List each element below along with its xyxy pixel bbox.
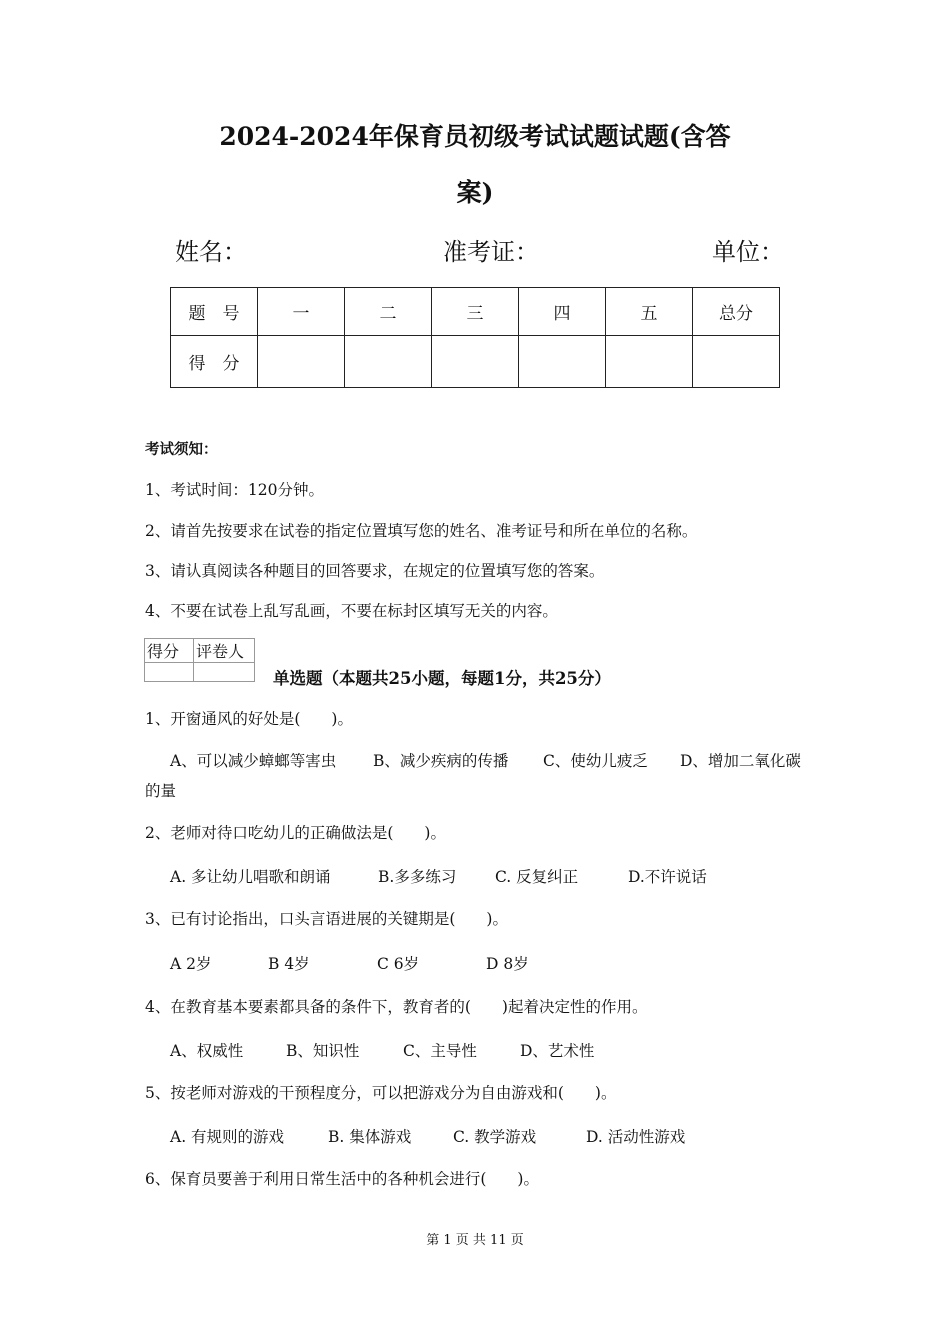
option[interactable]: B 4岁 [268,955,310,973]
score-input-cell[interactable] [432,336,519,388]
score-input-cell[interactable] [519,336,606,388]
question-options [170,1039,594,1061]
score-header-cell: 四 [519,288,606,336]
notice-item: 3、请认真阅读各种题目的回答要求，在规定的位置填写您的答案。 [145,562,605,580]
unit-field-label: 单位： [712,238,784,266]
option[interactable]: A. 有规则的游戏 [170,1128,285,1146]
option[interactable]: C. 反复纠正 [495,868,579,886]
option[interactable]: B、减少疾病的传播 [373,752,509,770]
question-options [170,749,801,771]
page-footer: 第 1 页 共 11 页 [426,1233,524,1248]
option[interactable]: D. 活动性游戏 [586,1128,686,1146]
question-options [170,865,707,887]
score-row-label: 得 分 [171,336,258,388]
notice-item: 1、考试时间：120分钟。 [145,481,324,499]
score-header-cell: 题 号 [171,288,258,336]
option[interactable]: A 2岁 [170,955,212,973]
notice-item: 2、请首先按要求在试卷的指定位置填写您的姓名、准考证号和所在单位的名称。 [145,522,698,540]
grader-score-label: 得分 [145,639,194,663]
question-stem: 3、已有讨论指出，口头言语进展的关键期是( )。 [145,910,508,928]
option[interactable]: C 6岁 [377,955,420,973]
option[interactable]: A、权威性 [170,1042,244,1060]
option[interactable]: D、增加二氧化碳 [680,752,801,770]
candidate-fields [175,232,785,266]
score-header-cell: 三 [432,288,519,336]
score-header-cell: 总分 [693,288,780,336]
option[interactable]: D、艺术性 [520,1042,595,1060]
question-stem: 2、老师对待口吃幼儿的正确做法是( )。 [145,824,446,842]
score-table-header-row [171,288,780,336]
exam-id-field-label: 准考证： [443,238,539,266]
option[interactable]: A、可以减少蟑螂等害虫 [170,752,337,770]
notice-item: 4、不要在试卷上乱写乱画，不要在标封区填写无关的内容。 [145,602,558,620]
option[interactable]: D 8岁 [486,955,529,973]
score-input-cell[interactable] [693,336,780,388]
option[interactable]: C、主导性 [403,1042,477,1060]
option[interactable]: B. 集体游戏 [328,1128,412,1146]
section-title: 单选题（本题共25小题，每题1分，共25分） [273,669,611,688]
score-table-score-row [171,336,780,388]
grader-reviewer-cell[interactable] [194,663,255,682]
notice-heading: 考试须知： [145,441,218,458]
name-field-label: 姓名： [175,238,247,266]
option[interactable]: C. 教学游戏 [453,1128,537,1146]
option-wrap: 的量 [145,782,177,800]
score-header-cell: 一 [258,288,345,336]
doc-title-line1: 2024-2024年保育员初级考试试题试题(含答 [219,122,731,151]
grader-reviewer-label: 评卷人 [194,639,255,663]
question-stem: 1、开窗通风的好处是( )。 [145,710,353,728]
option[interactable]: D.不许说话 [628,868,707,886]
score-header-cell: 五 [606,288,693,336]
option[interactable]: B.多多练习 [378,868,457,886]
option[interactable]: A. 多让幼儿唱歌和朗诵 [170,868,331,886]
score-input-cell[interactable] [345,336,432,388]
grader-box [144,638,255,682]
question-stem: 6、保育员要善于利用日常生活中的各种机会进行( )。 [145,1170,539,1188]
option[interactable]: C、使幼儿疲乏 [543,752,648,770]
grader-score-cell[interactable] [145,663,194,682]
score-input-cell[interactable] [258,336,345,388]
question-stem: 5、按老师对游戏的干预程度分，可以把游戏分为自由游戏和( )。 [145,1084,617,1102]
option[interactable]: B、知识性 [286,1042,360,1060]
question-stem: 4、在教育基本要素都具备的条件下，教育者的( )起着决定性的作用。 [145,998,648,1016]
doc-title-line2: 案) [456,178,494,207]
score-input-cell[interactable] [606,336,693,388]
score-table [170,287,780,388]
score-header-cell: 二 [345,288,432,336]
question-options [170,1125,685,1147]
question-options [170,952,529,974]
